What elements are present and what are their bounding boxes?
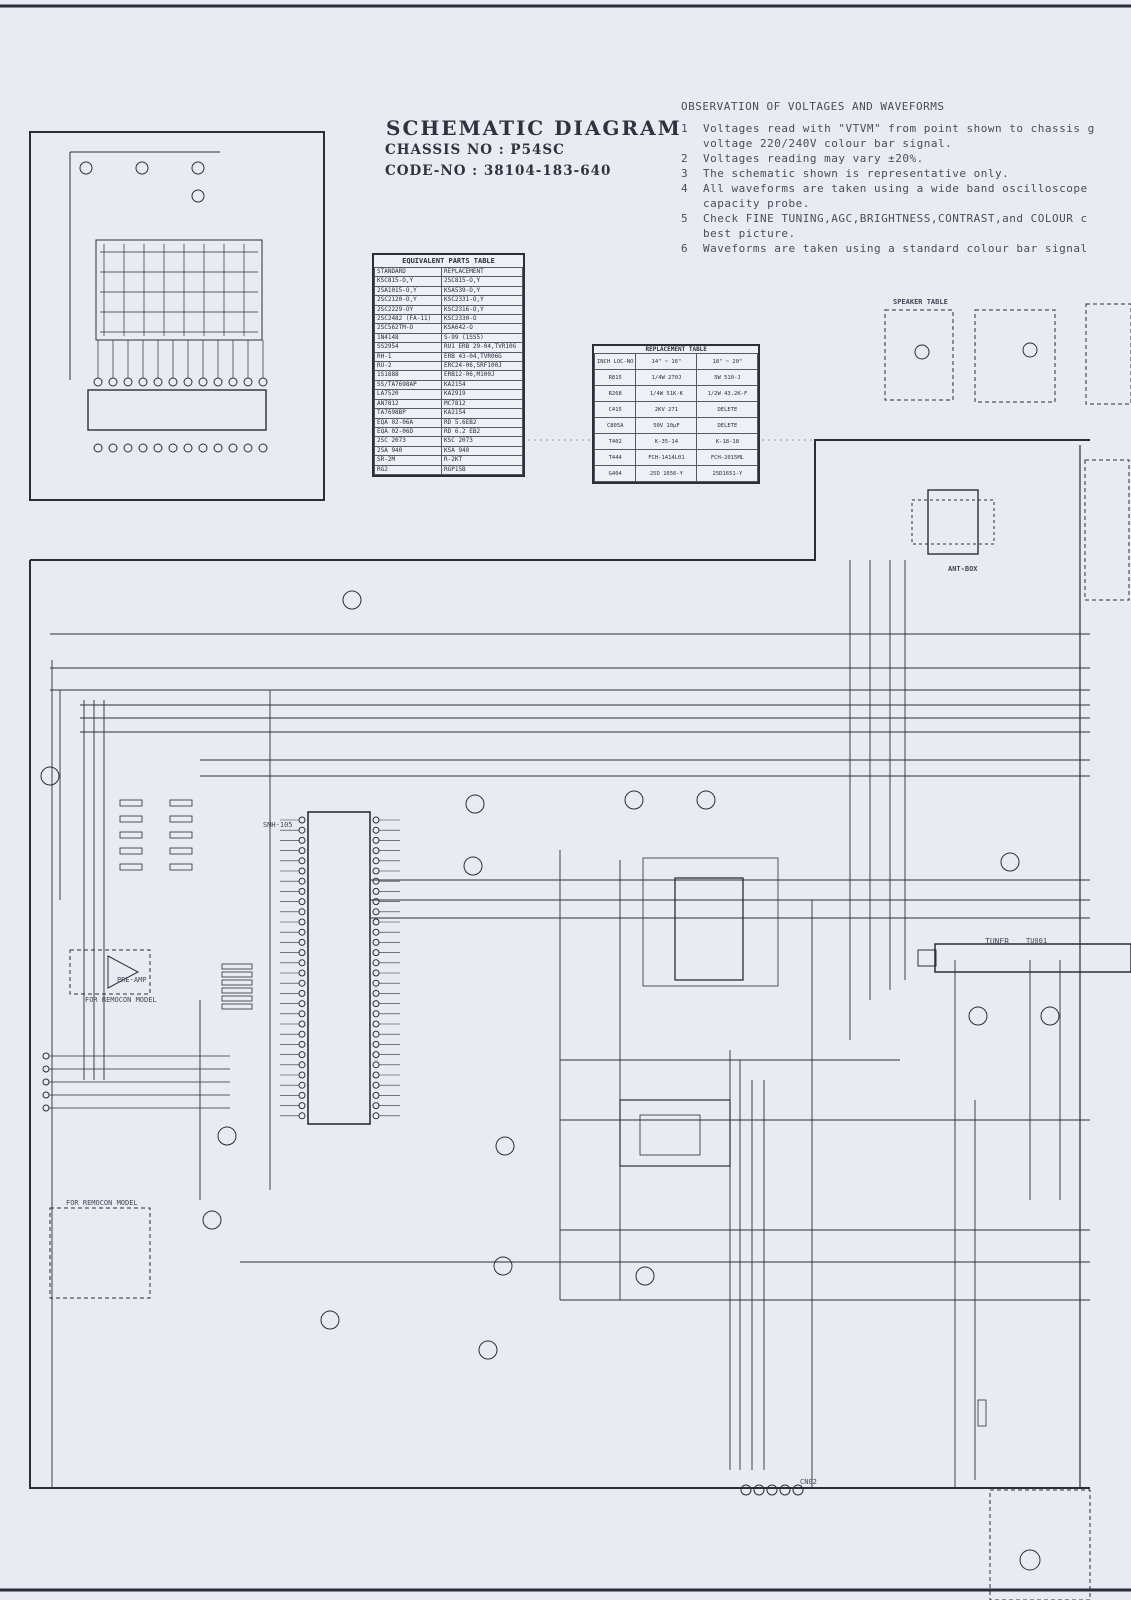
table-cell: T402: [595, 434, 636, 450]
table-row: [595, 466, 758, 482]
ic-pin: [109, 378, 117, 386]
ic-pin: [299, 1092, 305, 1098]
connector-pin: [741, 1485, 751, 1495]
table-cell: SS/TA7698AP: [375, 380, 442, 389]
table-row: [375, 399, 523, 408]
pre-amp-label: PRE-AMP: [117, 976, 147, 984]
resistor-symbol: [222, 1004, 252, 1009]
ic-pin: [214, 378, 222, 386]
ic-pin: [373, 1113, 379, 1119]
switch-terminal: [43, 1092, 49, 1098]
resistor-symbol: [170, 864, 192, 870]
ic-pin: [373, 950, 379, 956]
connector-pin: [767, 1485, 777, 1495]
transistor-symbol: [218, 1127, 236, 1145]
ic-pin: [299, 1113, 305, 1119]
transistor-symbol: [192, 190, 204, 202]
table-cell: INCH LOC-NO: [595, 354, 636, 370]
connector-pin: [754, 1485, 764, 1495]
equivalent-parts-table: [372, 253, 525, 477]
table-cell: KA2154: [442, 380, 523, 389]
transistor-symbol: [1041, 1007, 1059, 1025]
table-cell: 2SC562TM-O: [375, 324, 442, 333]
table-cell: KSA642-O: [442, 324, 523, 333]
ic-pin: [373, 909, 379, 915]
observation-number: 5: [681, 212, 689, 225]
table-row: [375, 409, 523, 418]
table-cell: FCH-2015ML: [697, 450, 758, 466]
resistor-symbol: [170, 848, 192, 854]
table-cell: RU1 ERB 29-04,TVR10G: [442, 343, 523, 352]
observation-text: Waveforms are taken using a standard colour bar signal: [703, 242, 1088, 255]
ic-pin: [154, 378, 162, 386]
table-row: [595, 418, 758, 434]
resistor-symbol: [222, 980, 252, 985]
ic-pin: [373, 1041, 379, 1047]
memory-ic-inner: [640, 1115, 700, 1155]
ic-pin: [299, 899, 305, 905]
ic-pin: [124, 378, 132, 386]
speaker-box: [1086, 304, 1131, 404]
observation-text: Check FINE TUNING,AGC,BRIGHTNESS,CONTRAST,and COLOUR c: [703, 212, 1088, 225]
ic-pin: [373, 868, 379, 874]
ic-pin: [373, 1021, 379, 1027]
table-row: [375, 465, 523, 474]
ic-pin: [299, 1031, 305, 1037]
ic-name-label: SMH-105: [263, 821, 293, 829]
table-cell: 5W 510-J: [697, 370, 758, 386]
table-cell: R268: [595, 386, 636, 402]
table-cell: KSC2331-O,Y: [442, 296, 523, 305]
ic-pin: [299, 878, 305, 884]
equivalent-table-caption: EQUIVALENT PARTS TABLE: [402, 257, 495, 265]
switch-terminal: [43, 1066, 49, 1072]
ic-pin: [299, 1021, 305, 1027]
ant-box-frame: [928, 490, 978, 554]
ic-pin: [373, 827, 379, 833]
table-cell: 1/4W 270J: [636, 370, 697, 386]
micro-controller-ic: [308, 812, 370, 1124]
ant-box-label: ANT-BOX: [948, 565, 978, 573]
table-cell: 2SC 2073: [375, 437, 442, 446]
ic-pin: [299, 837, 305, 843]
table-row: [595, 450, 758, 466]
observation-item: [681, 166, 1126, 181]
ic-pin: [139, 444, 147, 452]
table-cell: 2SC815-O,Y: [442, 277, 523, 286]
table-row: [375, 427, 523, 436]
table-cell: FCH-1414L01: [636, 450, 697, 466]
connector-pin: [793, 1485, 803, 1495]
table-cell: 1/4W 51K-K: [636, 386, 697, 402]
memory-ic: [620, 1100, 730, 1166]
ic-pin: [373, 1092, 379, 1098]
replacement-table: [592, 344, 760, 484]
observation-item: [681, 196, 1126, 211]
table-row: [595, 370, 758, 386]
table-cell: ERB 43-04,TVR06G: [442, 352, 523, 361]
ic-pin: [299, 858, 305, 864]
power-switch-symbol: [1020, 1550, 1040, 1570]
ic-pin: [373, 1103, 379, 1109]
resistor-symbol: [120, 800, 142, 806]
table-cell: 2SC2482 (FA-11): [375, 315, 442, 324]
ic-pin: [299, 909, 305, 915]
ic-pin: [373, 848, 379, 854]
observation-item: [681, 241, 1126, 256]
table-row: [595, 402, 758, 418]
observation-number: 2: [681, 152, 689, 165]
table-cell: LA7520: [375, 390, 442, 399]
resistor-symbol: [120, 848, 142, 854]
ic-pin: [373, 899, 379, 905]
table-cell: EQA 02-06D: [375, 427, 442, 436]
table-row: [375, 380, 523, 389]
table-row: [375, 362, 523, 371]
ic-pin: [373, 817, 379, 823]
transistor-symbol: [41, 767, 59, 785]
table-cell: 18" ~ 20": [697, 354, 758, 370]
ic-pin: [299, 1103, 305, 1109]
transistor-symbol: [80, 162, 92, 174]
table-cell: KSC815-O,Y: [375, 277, 442, 286]
logic-ic-frame: [643, 858, 778, 986]
ic-pin: [184, 444, 192, 452]
speaker-icon: [1023, 343, 1037, 357]
resistor-symbol: [222, 972, 252, 977]
observation-notes: [681, 100, 1126, 256]
table-row: [375, 268, 523, 277]
ic-pin: [373, 919, 379, 925]
keypad-ic: [88, 390, 266, 430]
table-row: [375, 296, 523, 305]
cn02-label: CN02: [800, 1478, 817, 1486]
table-cell: R-2KT: [442, 456, 523, 465]
observation-number: 6: [681, 242, 689, 255]
ic-pin: [124, 444, 132, 452]
ic-pin: [299, 868, 305, 874]
ic-pin: [139, 378, 147, 386]
switch-terminal: [43, 1105, 49, 1111]
table-cell: STANDARD: [375, 268, 442, 277]
ic-pin: [373, 1082, 379, 1088]
ic-pin: [184, 378, 192, 386]
ic-pin: [373, 858, 379, 864]
table-row: [375, 286, 523, 295]
observation-text: Voltages read with "VTVM" from point shown to chassis g: [703, 122, 1095, 135]
ic-pin: [373, 1062, 379, 1068]
ic-pin: [299, 960, 305, 966]
code-number: CODE-NO : 38104-183-640: [385, 163, 612, 179]
tuner-ref-label: TU001: [1026, 937, 1048, 945]
resistor-symbol: [170, 832, 192, 838]
ic-pin: [373, 1031, 379, 1037]
table-cell: ERC24-06,SRF100J: [442, 362, 523, 371]
remocon-module-box: [50, 1208, 150, 1298]
ic-pin: [299, 1082, 305, 1088]
table-cell: 25D 1656-Y: [636, 466, 697, 482]
speaker-table-label: SPEAKER TABLE: [893, 298, 948, 306]
table-cell: R815: [595, 370, 636, 386]
table-cell: RG2: [375, 465, 442, 474]
connector-pin: [780, 1485, 790, 1495]
table-cell: 2SC2120-O,Y: [375, 296, 442, 305]
ic-pin: [299, 929, 305, 935]
table-cell: S-99 (1SS5): [442, 333, 523, 342]
table-cell: C415: [595, 402, 636, 418]
table-cell: TA7698BP: [375, 409, 442, 418]
table-cell: T444: [595, 450, 636, 466]
for-remocon-label-bottom: FOR REMOCON MODEL: [66, 1199, 138, 1207]
table-row: [375, 352, 523, 361]
ic-pin: [109, 444, 117, 452]
table-cell: KSC2316-O,Y: [442, 305, 523, 314]
table-cell: 50V 10μF: [636, 418, 697, 434]
transistor-symbol: [969, 1007, 987, 1025]
transistor-symbol: [494, 1257, 512, 1275]
ic-pin: [373, 980, 379, 986]
table-row: [375, 418, 523, 427]
chassis-number: CHASSIS NO : P54SC: [385, 142, 565, 158]
ic-pin: [299, 1041, 305, 1047]
observation-item: [681, 136, 1126, 151]
table-row: [375, 315, 523, 324]
ic-pin: [94, 378, 102, 386]
table-cell: 2KV 271: [636, 402, 697, 418]
ic-pin: [214, 444, 222, 452]
table-cell: SR-2M: [375, 456, 442, 465]
table-cell: ERB12-06,M100J: [442, 371, 523, 380]
ic-pin: [169, 378, 177, 386]
ic-pin: [94, 444, 102, 452]
table-cell: AN7812: [375, 399, 442, 408]
speaker-box: [975, 310, 1055, 402]
table-cell: RGP15B: [442, 465, 523, 474]
table-cell: 2SA1015-O,Y: [375, 286, 442, 295]
table-cell: KA2919: [442, 390, 523, 399]
ic-pin: [299, 939, 305, 945]
tuner-module: [935, 944, 1131, 972]
table-cell: K-35-14: [636, 434, 697, 450]
ic-pin: [169, 444, 177, 452]
speaker-box: [885, 310, 953, 400]
ic-pin: [373, 990, 379, 996]
observation-text: capacity probe.: [703, 197, 810, 210]
ic-pin: [299, 990, 305, 996]
table-cell: KSA 940: [442, 446, 523, 455]
table-row: [375, 456, 523, 465]
transistor-symbol: [496, 1137, 514, 1155]
ic-pin: [299, 817, 305, 823]
ic-pin: [154, 444, 162, 452]
ic-pin: [259, 444, 267, 452]
ic-pin: [244, 444, 252, 452]
observation-number: 1: [681, 122, 689, 135]
table-cell: 2SC2229-OY: [375, 305, 442, 314]
transistor-symbol: [625, 791, 643, 809]
table-cell: REPLACEMENT: [442, 268, 523, 277]
resistor-symbol: [170, 800, 192, 806]
observation-text: The schematic shown is representative only.: [703, 167, 1010, 180]
ic-pin: [299, 1001, 305, 1007]
observation-text: voltage 220/240V colour bar signal.: [703, 137, 953, 150]
transistor-symbol: [636, 1267, 654, 1285]
table-cell: KSA539-O,Y: [442, 286, 523, 295]
table-row: [375, 446, 523, 455]
table-cell: C805A: [595, 418, 636, 434]
fuse-symbol: [978, 1400, 986, 1426]
table-row: [595, 434, 758, 450]
transistor-symbol: [697, 791, 715, 809]
resistor-symbol: [222, 988, 252, 993]
ic-pin: [299, 950, 305, 956]
ic-pin: [373, 960, 379, 966]
transistor-symbol: [321, 1311, 339, 1329]
table-cell: G404: [595, 466, 636, 482]
table-cell: KSC 2073: [442, 437, 523, 446]
table-cell: K-18-18: [697, 434, 758, 450]
transistor-symbol: [479, 1341, 497, 1359]
ic-pin: [373, 1001, 379, 1007]
resistor-symbol: [120, 832, 142, 838]
ic-pin: [373, 970, 379, 976]
observation-item: [681, 151, 1126, 166]
table-cell: MC7812: [442, 399, 523, 408]
ic-pin: [199, 378, 207, 386]
table-cell: 1/2W 43.2K-F: [697, 386, 758, 402]
ic-pin: [299, 980, 305, 986]
table-cell: RD 6.2 EB2: [442, 427, 523, 436]
switch-terminal: [43, 1053, 49, 1059]
table-cell: 14" ~ 16": [636, 354, 697, 370]
ic-pin: [373, 878, 379, 884]
table-cell: RH-1: [375, 352, 442, 361]
observation-item: [681, 226, 1126, 241]
observation-item: [681, 181, 1126, 196]
ic-pin: [229, 444, 237, 452]
observation-text: Voltages reading may vary ±20%.: [703, 152, 924, 165]
tuner-connector: [918, 950, 936, 966]
table-cell: KA2154: [442, 409, 523, 418]
resistor-symbol: [222, 996, 252, 1001]
observation-text: All waveforms are taken using a wide band oscilloscope: [703, 182, 1088, 195]
keypad-panel-frame: [30, 132, 324, 500]
ant-box-circuit: [912, 500, 994, 544]
transistor-symbol: [464, 857, 482, 875]
saw-filter-box: [1085, 460, 1129, 600]
ic-pin: [299, 919, 305, 925]
table-cell: DELETE: [697, 418, 758, 434]
table-cell: EQA 02-06A: [375, 418, 442, 427]
table-cell: 25D1651-Y: [697, 466, 758, 482]
table-row: [375, 333, 523, 342]
table-row: [375, 277, 523, 286]
ic-pin: [373, 1052, 379, 1058]
diagram-title: SCHEMATIC DIAGRAM: [386, 116, 682, 140]
table-cell: RU-2: [375, 362, 442, 371]
table-cell: DELETE: [697, 402, 758, 418]
table-row: [375, 305, 523, 314]
table-cell: 1N4148: [375, 333, 442, 342]
transistor-symbol: [203, 1211, 221, 1229]
ic-pin: [299, 1072, 305, 1078]
ic-pin: [373, 837, 379, 843]
key-matrix-grid: [96, 240, 262, 340]
transistor-symbol: [1001, 853, 1019, 871]
observation-number: 3: [681, 167, 689, 180]
ic-pin: [229, 378, 237, 386]
table-row: [595, 354, 758, 370]
replacement-table-caption: REPLACEMENT TABLE: [645, 346, 707, 353]
table-row: [375, 437, 523, 446]
observation-number: 4: [681, 182, 689, 195]
resistor-symbol: [120, 864, 142, 870]
ic-pin: [299, 1062, 305, 1068]
observation-heading: OBSERVATION OF VOLTAGES AND WAVEFORMS: [681, 100, 945, 113]
ic-pin: [299, 888, 305, 894]
ic-pin: [244, 378, 252, 386]
switch-terminal: [43, 1079, 49, 1085]
observation-item: [681, 211, 1126, 226]
ic-pin: [373, 939, 379, 945]
observation-list: [681, 121, 1126, 256]
resistor-symbol: [170, 816, 192, 822]
ic-pin: [373, 929, 379, 935]
logic-ic: [675, 878, 743, 980]
table-row: [375, 371, 523, 380]
ic-pin: [373, 1011, 379, 1017]
table-cell: RD 5.6EB2: [442, 418, 523, 427]
power-switch-box: [990, 1490, 1090, 1600]
ic-pin: [373, 888, 379, 894]
transistor-symbol: [136, 162, 148, 174]
transistor-symbol: [343, 591, 361, 609]
for-remocon-label-top: FOR REMOCON MODEL: [85, 996, 157, 1004]
ic-pin: [199, 444, 207, 452]
table-cell: SS2954: [375, 343, 442, 352]
table-cell: 1S1888: [375, 371, 442, 380]
speaker-icon: [915, 345, 929, 359]
transistor-symbol: [466, 795, 484, 813]
table-row: [375, 324, 523, 333]
observation-item: [681, 121, 1126, 136]
table-row: [595, 386, 758, 402]
table-row: [375, 390, 523, 399]
ic-pin: [259, 378, 267, 386]
table-row: [375, 343, 523, 352]
tuner-label: TUNER: [985, 937, 1010, 946]
observation-text: best picture.: [703, 227, 796, 240]
resistor-symbol: [222, 964, 252, 969]
resistor-symbol: [120, 816, 142, 822]
led-symbol: [192, 162, 204, 174]
ic-pin: [299, 970, 305, 976]
ic-pin: [299, 848, 305, 854]
ic-pin: [373, 1072, 379, 1078]
table-cell: 2SA 940: [375, 446, 442, 455]
ic-pin: [299, 1011, 305, 1017]
ic-pin: [299, 1052, 305, 1058]
table-cell: KSC2330-O: [442, 315, 523, 324]
ic-pin: [299, 827, 305, 833]
